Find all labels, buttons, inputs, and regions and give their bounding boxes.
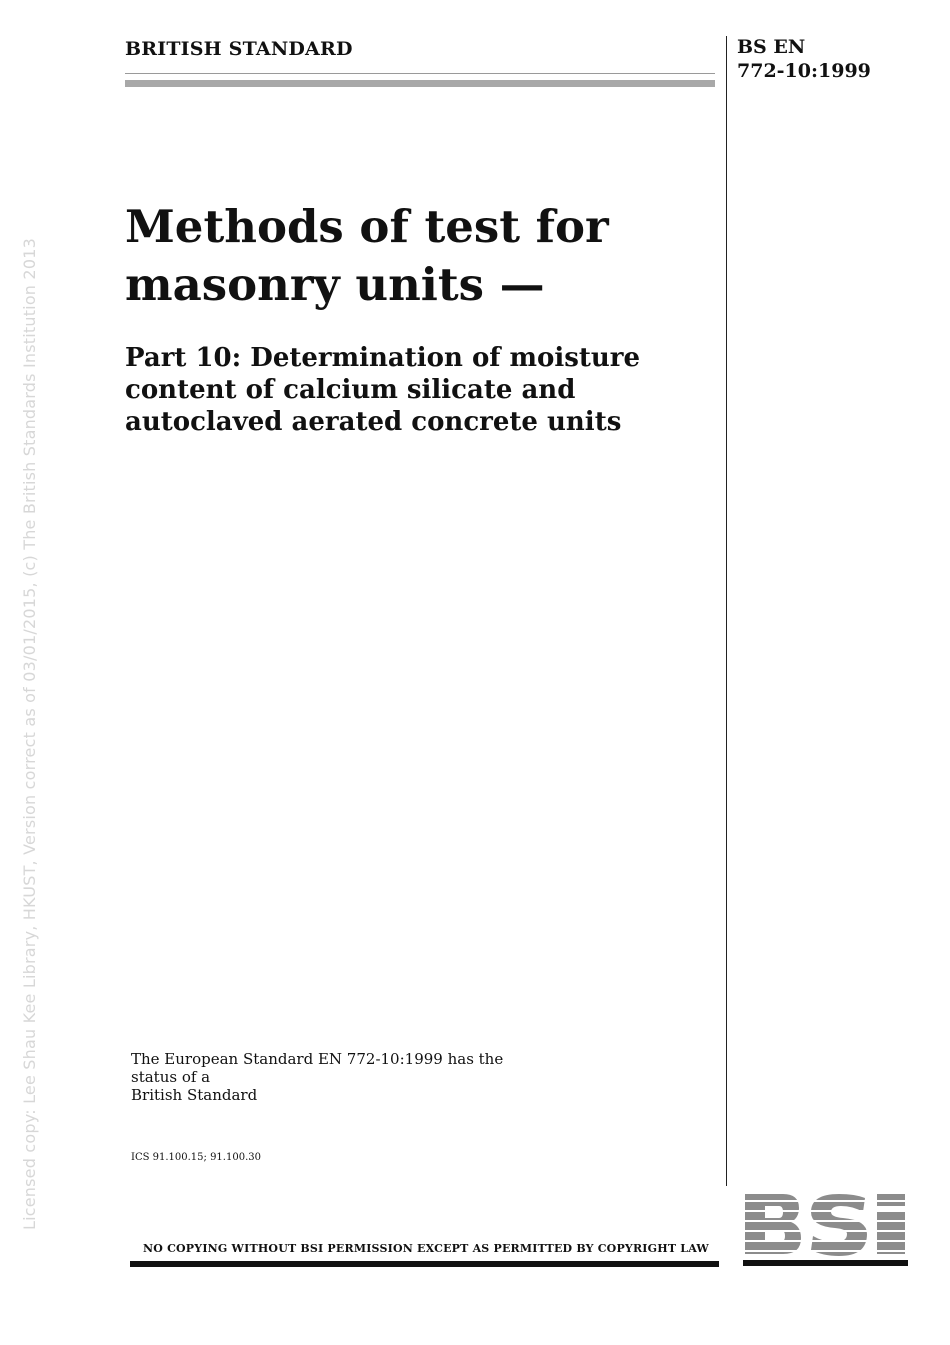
header-thin-rule [125,73,715,74]
ics-codes: ICS 91.100.15; 91.100.30 [131,1152,261,1163]
status-statement-line2: British Standard [131,1086,258,1104]
document-title [125,198,685,314]
standard-number-line1: BS EN [737,36,806,58]
column-divider [726,36,727,1186]
footer-bar [130,1261,719,1267]
document-subtitle-line2: content of calcium silicate and [125,375,576,405]
header-thick-rule [125,80,715,87]
status-statement-line1: The European Standard EN 772-10:1999 has the status of a [131,1050,504,1086]
copyright-notice: NO COPYING WITHOUT BSI PERMISSION EXCEPT AS PERMITTED BY COPYRIGHT LAW [143,1242,709,1255]
standard-number [737,35,871,83]
status-statement [131,1050,551,1104]
document-subtitle [125,342,665,438]
license-watermark: Licensed copy: Lee Shau Kee Library, HKUST, Version correct as of 03/01/2015, (c) The British Standards Institution 2013 [20,238,39,1230]
bsi-logo [743,1192,908,1268]
standard-number-line2: 772-10:1999 [737,60,871,82]
document-title-line2: masonry units — [125,258,545,311]
document-title-line1: Methods of test for [125,200,609,253]
document-subtitle-line3: autoclaved aerated concrete units [125,407,622,437]
series-label: BRITISH STANDARD [125,38,353,60]
document-subtitle-line1: Part 10: Determination of moisture [125,343,641,373]
